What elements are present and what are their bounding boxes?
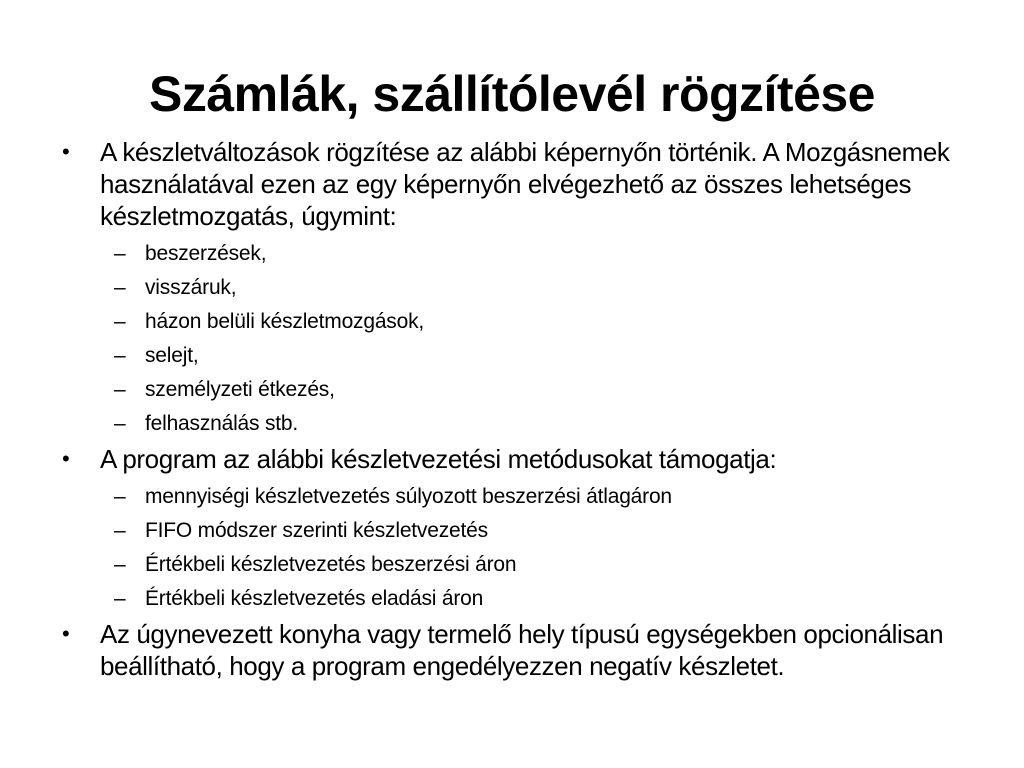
sub-item-text: Értékbeli készletvezetés eladási áron [145,587,484,610]
dash-icon: – [114,276,126,299]
sub-item-text: beszerzések, [145,242,267,265]
sub-item [60,305,960,339]
bullet-icon: • [62,621,70,646]
sub-item [60,480,960,514]
sub-item-text: selejt, [145,344,199,367]
sub-item [60,582,960,616]
sub-item [60,339,960,373]
sub-item-text: FIFO módszer szerinti készletvezetés [145,519,488,542]
sub-item [60,548,960,582]
sub-item-text: mennyiségi készletvezetés súlyozott beszerzési átlagáron [145,485,672,508]
dash-icon: – [114,587,126,610]
sub-item-text: visszáruk, [145,276,237,299]
sub-item [60,271,960,305]
sub-item [60,373,960,407]
bullet-text: Az úgynevezett konyha vagy termelő hely típusú egységekben opcionálisan beállítható, hogy a program engedélyezzen negatív készletet. [100,619,944,681]
dash-icon: – [114,485,126,508]
sub-list [60,237,960,441]
sub-item [60,237,960,271]
dash-icon: – [114,344,126,367]
dash-icon: – [114,310,126,333]
dash-icon: – [114,242,126,265]
bullet-item [60,136,960,232]
sub-item-text: személyzeti étkezés, [145,378,335,401]
bullet-item [60,443,960,475]
sub-item-text: felhasználás stb. [145,412,299,435]
sub-list [60,480,960,616]
dash-icon: – [114,378,126,401]
bullet-item [60,618,960,682]
sub-item-text: házon belüli készletmozgások, [145,310,425,333]
slide-title: Számlák, szállítólevél rögzítése [149,66,875,122]
sub-item-text: Értékbeli készletvezetés beszerzési áron [145,553,517,576]
bullet-text: A program az alábbi készletvezetési metódusokat támogatja: [100,444,777,474]
dash-icon: – [114,553,126,576]
bullet-icon: • [62,446,70,471]
bullet-text: A készletváltozások rögzítése az alábbi képernyőn történik. A Mozgásnemek használatával ezen az egy képernyőn elvégezhető az összes lehetséges készletmozgatás, úgymint: [100,137,950,231]
sub-item [60,514,960,548]
dash-icon: – [114,412,126,435]
dash-icon: – [114,519,126,542]
bullet-icon: • [62,139,70,164]
sub-item [60,407,960,441]
bullet-list [60,136,960,682]
